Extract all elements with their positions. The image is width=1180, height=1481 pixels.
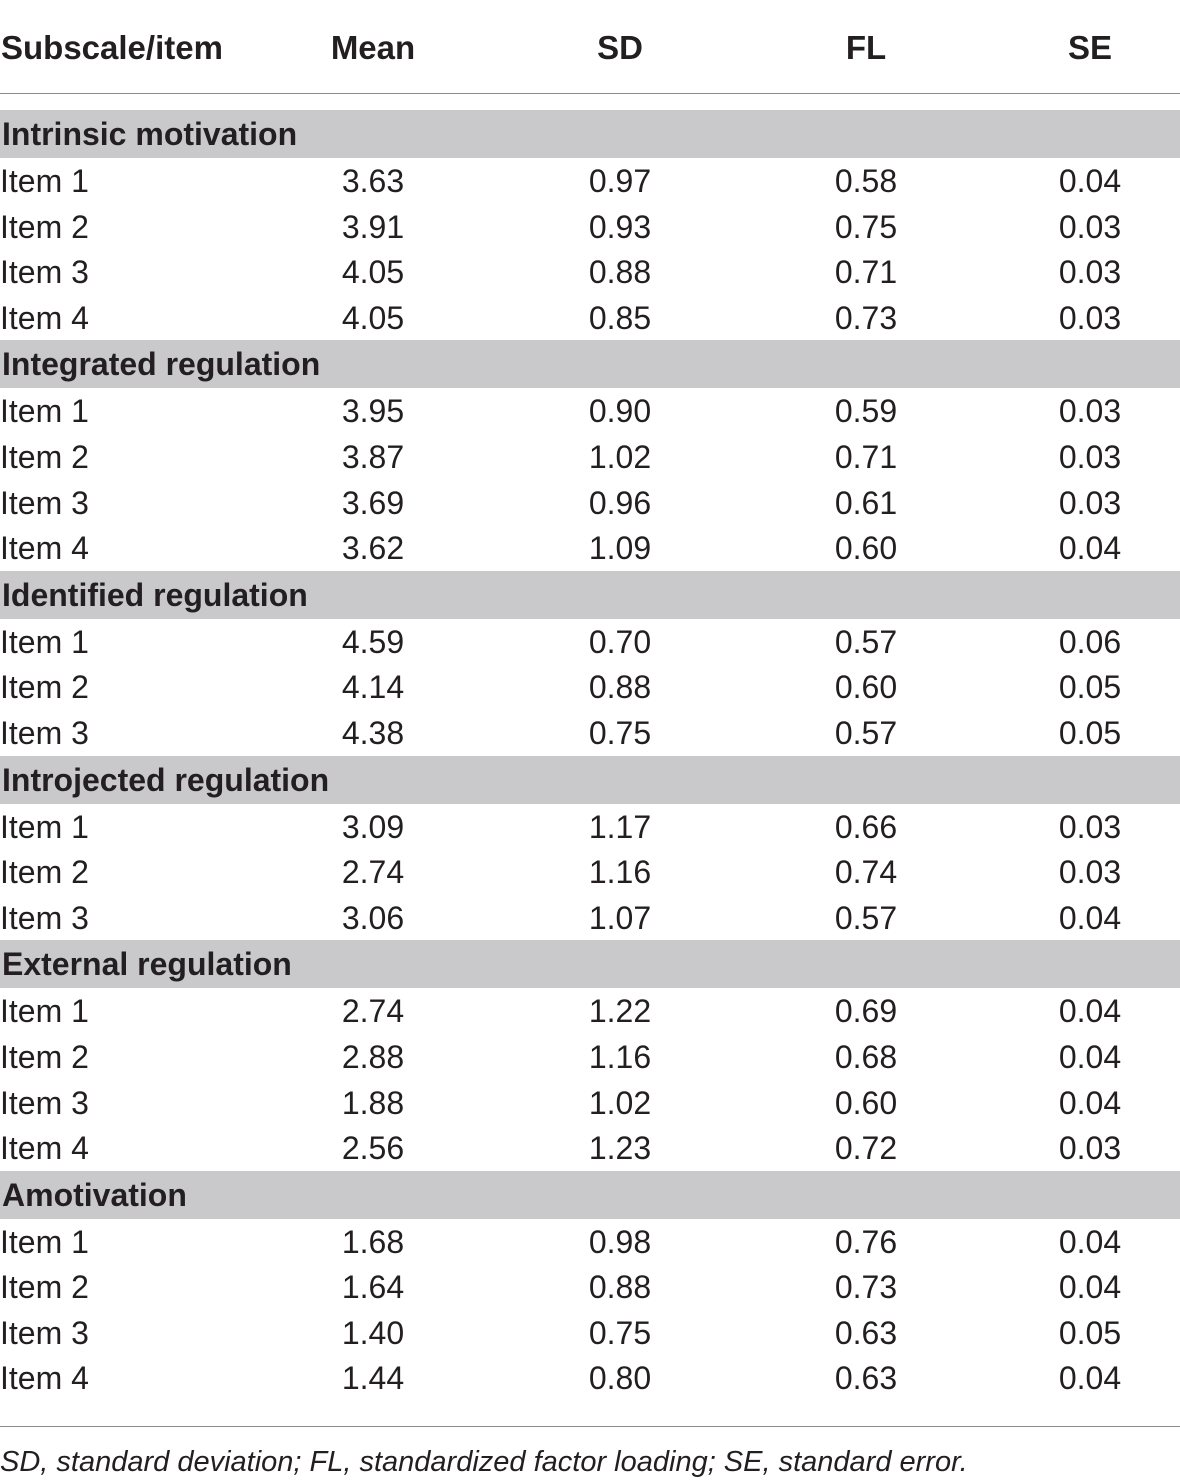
- cell-sd: 1.16: [588, 1038, 652, 1075]
- cell-sd: 0.96: [588, 484, 652, 521]
- cell-item: Item 4: [0, 299, 89, 336]
- cell-se: 0.03: [1058, 208, 1122, 245]
- header-sd: SD: [597, 29, 643, 66]
- section-title: External regulation: [2, 946, 292, 983]
- cell-fl: 0.60: [834, 530, 898, 567]
- cell-fl: 0.61: [834, 484, 898, 521]
- table-row: [0, 1310, 1180, 1356]
- cell-sd: 0.85: [588, 299, 652, 336]
- cell-item: Item 1: [0, 163, 89, 199]
- cell-item: Item 3: [0, 1084, 89, 1121]
- cell-fl: 0.71: [834, 254, 898, 291]
- cell-fl: 0.68: [834, 1038, 898, 1075]
- section-title: Introjected regulation: [2, 761, 330, 798]
- cell-fl: 0.73: [834, 1269, 898, 1306]
- table-row: [0, 295, 1180, 341]
- cell-mean: 1.88: [341, 1084, 405, 1121]
- cell-fl: 0.58: [834, 163, 898, 199]
- cell-item: Item 2: [0, 438, 89, 475]
- table-row: [0, 204, 1180, 250]
- cell-se: 0.04: [1058, 1084, 1122, 1121]
- footer-divider: [0, 1426, 1180, 1427]
- cell-item: Item 4: [0, 530, 89, 567]
- cell-fl: 0.66: [834, 808, 898, 845]
- cell-mean: 3.95: [341, 393, 405, 430]
- table-row: [0, 480, 1180, 526]
- cell-mean: 3.63: [341, 163, 405, 199]
- cell-fl: 0.63: [834, 1314, 898, 1351]
- cell-fl: 0.60: [834, 1084, 898, 1121]
- cell-fl: 0.72: [834, 1130, 898, 1167]
- cell-fl: 0.57: [834, 623, 898, 660]
- cell-se: 0.03: [1058, 438, 1122, 475]
- cell-mean: 4.38: [341, 714, 405, 751]
- section-row: [0, 1171, 1180, 1219]
- cell-sd: 1.09: [588, 530, 652, 567]
- cell-mean: 1.68: [341, 1223, 405, 1260]
- cell-item: Item 3: [0, 484, 89, 521]
- cell-sd: 0.90: [588, 393, 652, 430]
- cell-se: 0.04: [1058, 899, 1122, 936]
- section-row: [0, 756, 1180, 804]
- cell-item: Item 1: [0, 1223, 89, 1260]
- header-subscale: Subscale/item: [1, 29, 223, 66]
- cell-fl: 0.71: [834, 438, 898, 475]
- cell-item: Item 3: [0, 899, 89, 936]
- section-title: Identified regulation: [2, 576, 308, 613]
- cell-fl: 0.59: [834, 393, 898, 430]
- cell-mean: 4.05: [341, 299, 405, 336]
- cell-fl: 0.75: [834, 208, 898, 245]
- cell-mean: 4.05: [341, 254, 405, 291]
- header-gap: [0, 94, 1180, 110]
- cell-se: 0.04: [1058, 530, 1122, 567]
- table-row: [0, 388, 1180, 434]
- cell-sd: 0.98: [588, 1223, 652, 1260]
- cell-fl: 0.76: [834, 1223, 898, 1260]
- table-row: [0, 710, 1180, 756]
- cell-mean: 2.74: [341, 854, 405, 891]
- cell-se: 0.04: [1058, 993, 1122, 1030]
- table-row: [0, 1125, 1180, 1171]
- cell-se: 0.03: [1058, 854, 1122, 891]
- cell-item: Item 4: [0, 1360, 89, 1397]
- table-row: [0, 1219, 1180, 1265]
- table-row: [0, 1080, 1180, 1126]
- cell-mean: 2.74: [341, 993, 405, 1030]
- cell-se: 0.05: [1058, 669, 1122, 706]
- cell-sd: 0.88: [588, 1269, 652, 1306]
- cell-sd: 0.88: [588, 669, 652, 706]
- cell-se: 0.03: [1058, 1130, 1122, 1167]
- cell-se: 0.03: [1058, 393, 1122, 430]
- table-row: [0, 434, 1180, 480]
- cell-item: Item 2: [0, 208, 89, 245]
- table-row: [0, 619, 1180, 665]
- cell-sd: 0.97: [588, 163, 652, 199]
- table-footnote: SD, standard deviation; FL, standardized factor loading; SE, standard error.: [0, 1446, 968, 1478]
- table-row: [0, 525, 1180, 571]
- cell-mean: 1.44: [341, 1360, 405, 1397]
- cell-mean: 4.14: [341, 669, 405, 706]
- cell-se: 0.06: [1058, 623, 1122, 660]
- table-row: [0, 895, 1180, 941]
- cell-sd: 0.88: [588, 254, 652, 291]
- table-row: [0, 804, 1180, 850]
- table-header: [0, 0, 1180, 94]
- cell-se: 0.05: [1058, 1314, 1122, 1351]
- header-fl: FL: [845, 29, 887, 66]
- cell-sd: 1.02: [588, 438, 652, 475]
- cell-mean: 3.69: [341, 484, 405, 521]
- cell-fl: 0.74: [834, 854, 898, 891]
- cell-item: Item 4: [0, 1130, 89, 1167]
- cell-item: Item 2: [0, 1269, 89, 1306]
- section-row: [0, 340, 1180, 388]
- cell-item: Item 3: [0, 254, 89, 291]
- cell-mean: 3.09: [341, 808, 405, 845]
- cell-item: Item 1: [0, 993, 89, 1030]
- cell-se: 0.03: [1058, 299, 1122, 336]
- cell-item: Item 1: [0, 808, 89, 845]
- table-row: [0, 1034, 1180, 1080]
- cell-sd: 1.23: [588, 1130, 652, 1167]
- cell-item: Item 3: [0, 1314, 89, 1351]
- cell-sd: 0.70: [588, 623, 652, 660]
- cell-se: 0.03: [1058, 254, 1122, 291]
- cell-sd: 1.22: [588, 993, 652, 1030]
- section-title: Integrated regulation: [2, 346, 321, 383]
- cell-se: 0.04: [1058, 1223, 1122, 1260]
- table-row: [0, 664, 1180, 710]
- cell-mean: 1.40: [341, 1314, 405, 1351]
- cell-sd: 1.02: [588, 1084, 652, 1121]
- cell-sd: 0.75: [588, 1314, 652, 1351]
- cell-fl: 0.63: [834, 1360, 898, 1397]
- cell-sd: 1.07: [588, 899, 652, 936]
- table-row: [0, 158, 1180, 204]
- table-row: [0, 1264, 1180, 1310]
- cell-sd: 0.75: [588, 714, 652, 751]
- cell-sd: 1.16: [588, 854, 652, 891]
- cell-mean: 4.59: [341, 623, 405, 660]
- cell-item: Item 1: [0, 623, 89, 660]
- cell-fl: 0.57: [834, 714, 898, 751]
- cell-fl: 0.73: [834, 299, 898, 336]
- table-row: [0, 849, 1180, 895]
- table-row: [0, 249, 1180, 295]
- cell-sd: 1.17: [588, 808, 652, 845]
- cell-se: 0.04: [1058, 1269, 1122, 1306]
- cell-se: 0.04: [1058, 163, 1122, 199]
- cell-se: 0.05: [1058, 714, 1122, 751]
- section-row: [0, 571, 1180, 619]
- cell-fl: 0.60: [834, 669, 898, 706]
- cell-se: 0.04: [1058, 1038, 1122, 1075]
- header-se: SE: [1067, 29, 1113, 66]
- section-row: [0, 110, 1180, 158]
- section-title: Intrinsic motivation: [2, 116, 298, 152]
- cell-fl: 0.69: [834, 993, 898, 1030]
- cell-se: 0.03: [1058, 484, 1122, 521]
- cell-sd: 0.80: [588, 1360, 652, 1397]
- cell-fl: 0.57: [834, 899, 898, 936]
- cell-se: 0.03: [1058, 808, 1122, 845]
- cell-item: Item 2: [0, 854, 89, 891]
- cell-item: Item 1: [0, 393, 89, 430]
- cell-sd: 0.93: [588, 208, 652, 245]
- cell-mean: 2.88: [341, 1038, 405, 1075]
- cell-mean: 3.87: [341, 438, 405, 475]
- cell-mean: 3.62: [341, 530, 405, 567]
- table-body: [0, 110, 1180, 1401]
- cell-mean: 3.06: [341, 899, 405, 936]
- cell-mean: 1.64: [341, 1269, 405, 1306]
- section-title: Amotivation: [2, 1176, 187, 1213]
- cell-mean: 2.56: [341, 1130, 405, 1167]
- cell-item: Item 2: [0, 1038, 89, 1075]
- cell-item: Item 2: [0, 669, 89, 706]
- cell-se: 0.04: [1058, 1360, 1122, 1397]
- cell-mean: 3.91: [341, 208, 405, 245]
- cell-item: Item 3: [0, 714, 89, 751]
- section-row: [0, 940, 1180, 988]
- table-row: [0, 988, 1180, 1034]
- header-mean: Mean: [330, 29, 416, 66]
- table-row: [0, 1355, 1180, 1401]
